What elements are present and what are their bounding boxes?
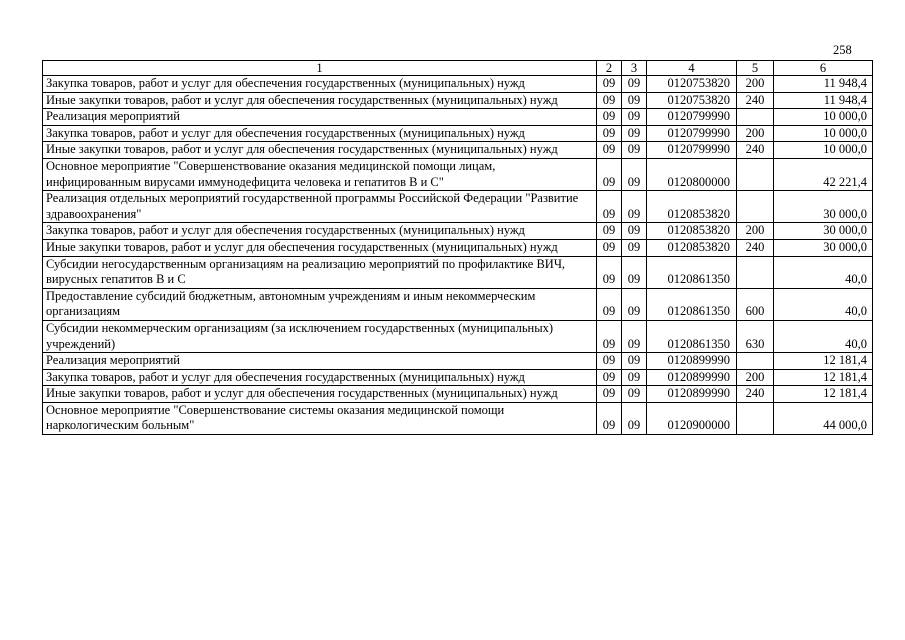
page-number: 258 [833,43,852,57]
row-name-cell: Реализация отдельных мероприятий государственной программы Российской Федерации "Развитие здравоохранения" [43,191,597,223]
table-row [43,288,873,320]
row-section-cell: 09 [597,288,622,320]
table-row [43,353,873,370]
column-header: 5 [737,61,774,76]
row-amount-cell: 30 000,0 [774,191,873,223]
row-amount-cell: 11 948,4 [774,92,873,109]
table-row [43,369,873,386]
column-header: 6 [774,61,873,76]
row-section-cell: 09 [597,320,622,352]
row-amount-cell: 30 000,0 [774,223,873,240]
row-subsection-cell: 09 [622,386,647,403]
row-target-article-cell: 0120800000 [647,158,737,190]
row-expense-type-cell: 200 [737,223,774,240]
row-target-article-cell: 0120753820 [647,76,737,93]
row-target-article-cell: 0120753820 [647,92,737,109]
row-amount-cell: 12 181,4 [774,353,873,370]
row-subsection-cell: 09 [622,369,647,386]
row-expense-type-cell: 600 [737,288,774,320]
table-row [43,191,873,223]
row-section-cell: 09 [597,191,622,223]
table-row [43,125,873,142]
row-section-cell: 09 [597,158,622,190]
row-target-article-cell: 0120861350 [647,320,737,352]
row-subsection-cell: 09 [622,320,647,352]
row-subsection-cell: 09 [622,288,647,320]
row-amount-cell: 30 000,0 [774,239,873,256]
row-target-article-cell: 0120853820 [647,191,737,223]
row-expense-type-cell: 240 [737,386,774,403]
table-header-row [43,61,873,76]
row-section-cell: 09 [597,92,622,109]
row-target-article-cell: 0120799990 [647,109,737,126]
row-subsection-cell: 09 [622,239,647,256]
row-section-cell: 09 [597,76,622,93]
row-section-cell: 09 [597,256,622,288]
row-subsection-cell: 09 [622,223,647,240]
row-section-cell: 09 [597,223,622,240]
row-amount-cell: 10 000,0 [774,109,873,126]
row-name-cell: Реализация мероприятий [43,353,597,370]
row-expense-type-cell [737,191,774,223]
table-row [43,239,873,256]
row-target-article-cell: 0120799990 [647,125,737,142]
table-row [43,256,873,288]
row-subsection-cell: 09 [622,109,647,126]
row-target-article-cell: 0120899990 [647,353,737,370]
row-expense-type-cell [737,353,774,370]
row-expense-type-cell: 200 [737,369,774,386]
row-name-cell: Предоставление субсидий бюджетным, автономным учреждениям и иным некоммерческим организациям [43,288,597,320]
row-expense-type-cell: 240 [737,239,774,256]
row-amount-cell: 10 000,0 [774,142,873,159]
row-expense-type-cell [737,256,774,288]
row-name-cell: Основное мероприятие "Совершенствование оказания медицинской помощи лицам, инфицированным вирусами иммунодефицита человека и гепатитов В и С" [43,158,597,190]
column-header: 3 [622,61,647,76]
row-target-article-cell: 0120853820 [647,223,737,240]
table-row [43,158,873,190]
row-section-cell: 09 [597,353,622,370]
row-subsection-cell: 09 [622,158,647,190]
table-body [43,76,873,435]
row-expense-type-cell: 240 [737,92,774,109]
table-row [43,109,873,126]
row-name-cell: Закупка товаров, работ и услуг для обеспечения государственных (муниципальных) нужд [43,76,597,93]
row-subsection-cell: 09 [622,353,647,370]
row-section-cell: 09 [597,402,622,434]
row-target-article-cell: 0120861350 [647,288,737,320]
row-subsection-cell: 09 [622,191,647,223]
column-header: 4 [647,61,737,76]
row-target-article-cell: 0120899990 [647,386,737,403]
row-expense-type-cell: 630 [737,320,774,352]
budget-table [42,60,873,435]
row-subsection-cell: 09 [622,256,647,288]
row-name-cell: Основное мероприятие "Совершенствование системы оказания медицинской помощи наркологическим больным" [43,402,597,434]
row-name-cell: Реализация мероприятий [43,109,597,126]
row-name-cell: Субсидии негосударственным организациям на реализацию мероприятий по профилактике ВИЧ, вирусных гепатитов В и С [43,256,597,288]
table-row [43,320,873,352]
row-name-cell: Иные закупки товаров, работ и услуг для обеспечения государственных (муниципальных) нужд [43,239,597,256]
row-name-cell: Закупка товаров, работ и услуг для обеспечения государственных (муниципальных) нужд [43,223,597,240]
row-name-cell: Иные закупки товаров, работ и услуг для обеспечения государственных (муниципальных) нужд [43,92,597,109]
row-amount-cell: 42 221,4 [774,158,873,190]
row-name-cell: Иные закупки товаров, работ и услуг для обеспечения государственных (муниципальных) нужд [43,386,597,403]
row-amount-cell: 11 948,4 [774,76,873,93]
row-section-cell: 09 [597,239,622,256]
table-row [43,386,873,403]
column-header: 2 [597,61,622,76]
row-name-cell: Закупка товаров, работ и услуг для обеспечения государственных (муниципальных) нужд [43,369,597,386]
row-subsection-cell: 09 [622,76,647,93]
table-row [43,402,873,434]
row-target-article-cell: 0120899990 [647,369,737,386]
row-amount-cell: 44 000,0 [774,402,873,434]
row-expense-type-cell: 200 [737,76,774,93]
table-row [43,92,873,109]
column-header: 1 [43,61,597,76]
row-section-cell: 09 [597,369,622,386]
row-amount-cell: 40,0 [774,320,873,352]
table-row [43,223,873,240]
row-amount-cell: 40,0 [774,288,873,320]
row-section-cell: 09 [597,386,622,403]
row-target-article-cell: 0120799990 [647,142,737,159]
row-subsection-cell: 09 [622,402,647,434]
row-target-article-cell: 0120900000 [647,402,737,434]
row-expense-type-cell [737,158,774,190]
row-name-cell: Закупка товаров, работ и услуг для обеспечения государственных (муниципальных) нужд [43,125,597,142]
row-expense-type-cell: 200 [737,125,774,142]
row-expense-type-cell [737,402,774,434]
row-subsection-cell: 09 [622,92,647,109]
row-target-article-cell: 0120853820 [647,239,737,256]
row-name-cell: Субсидии некоммерческим организациям (за исключением государственных (муниципальных) учреждений) [43,320,597,352]
row-section-cell: 09 [597,125,622,142]
row-subsection-cell: 09 [622,142,647,159]
table-row [43,76,873,93]
row-expense-type-cell [737,109,774,126]
row-section-cell: 09 [597,142,622,159]
row-amount-cell: 12 181,4 [774,386,873,403]
row-amount-cell: 12 181,4 [774,369,873,386]
row-amount-cell: 40,0 [774,256,873,288]
row-amount-cell: 10 000,0 [774,125,873,142]
table-row [43,142,873,159]
row-subsection-cell: 09 [622,125,647,142]
row-name-cell: Иные закупки товаров, работ и услуг для обеспечения государственных (муниципальных) нужд [43,142,597,159]
row-section-cell: 09 [597,109,622,126]
row-expense-type-cell: 240 [737,142,774,159]
row-target-article-cell: 0120861350 [647,256,737,288]
